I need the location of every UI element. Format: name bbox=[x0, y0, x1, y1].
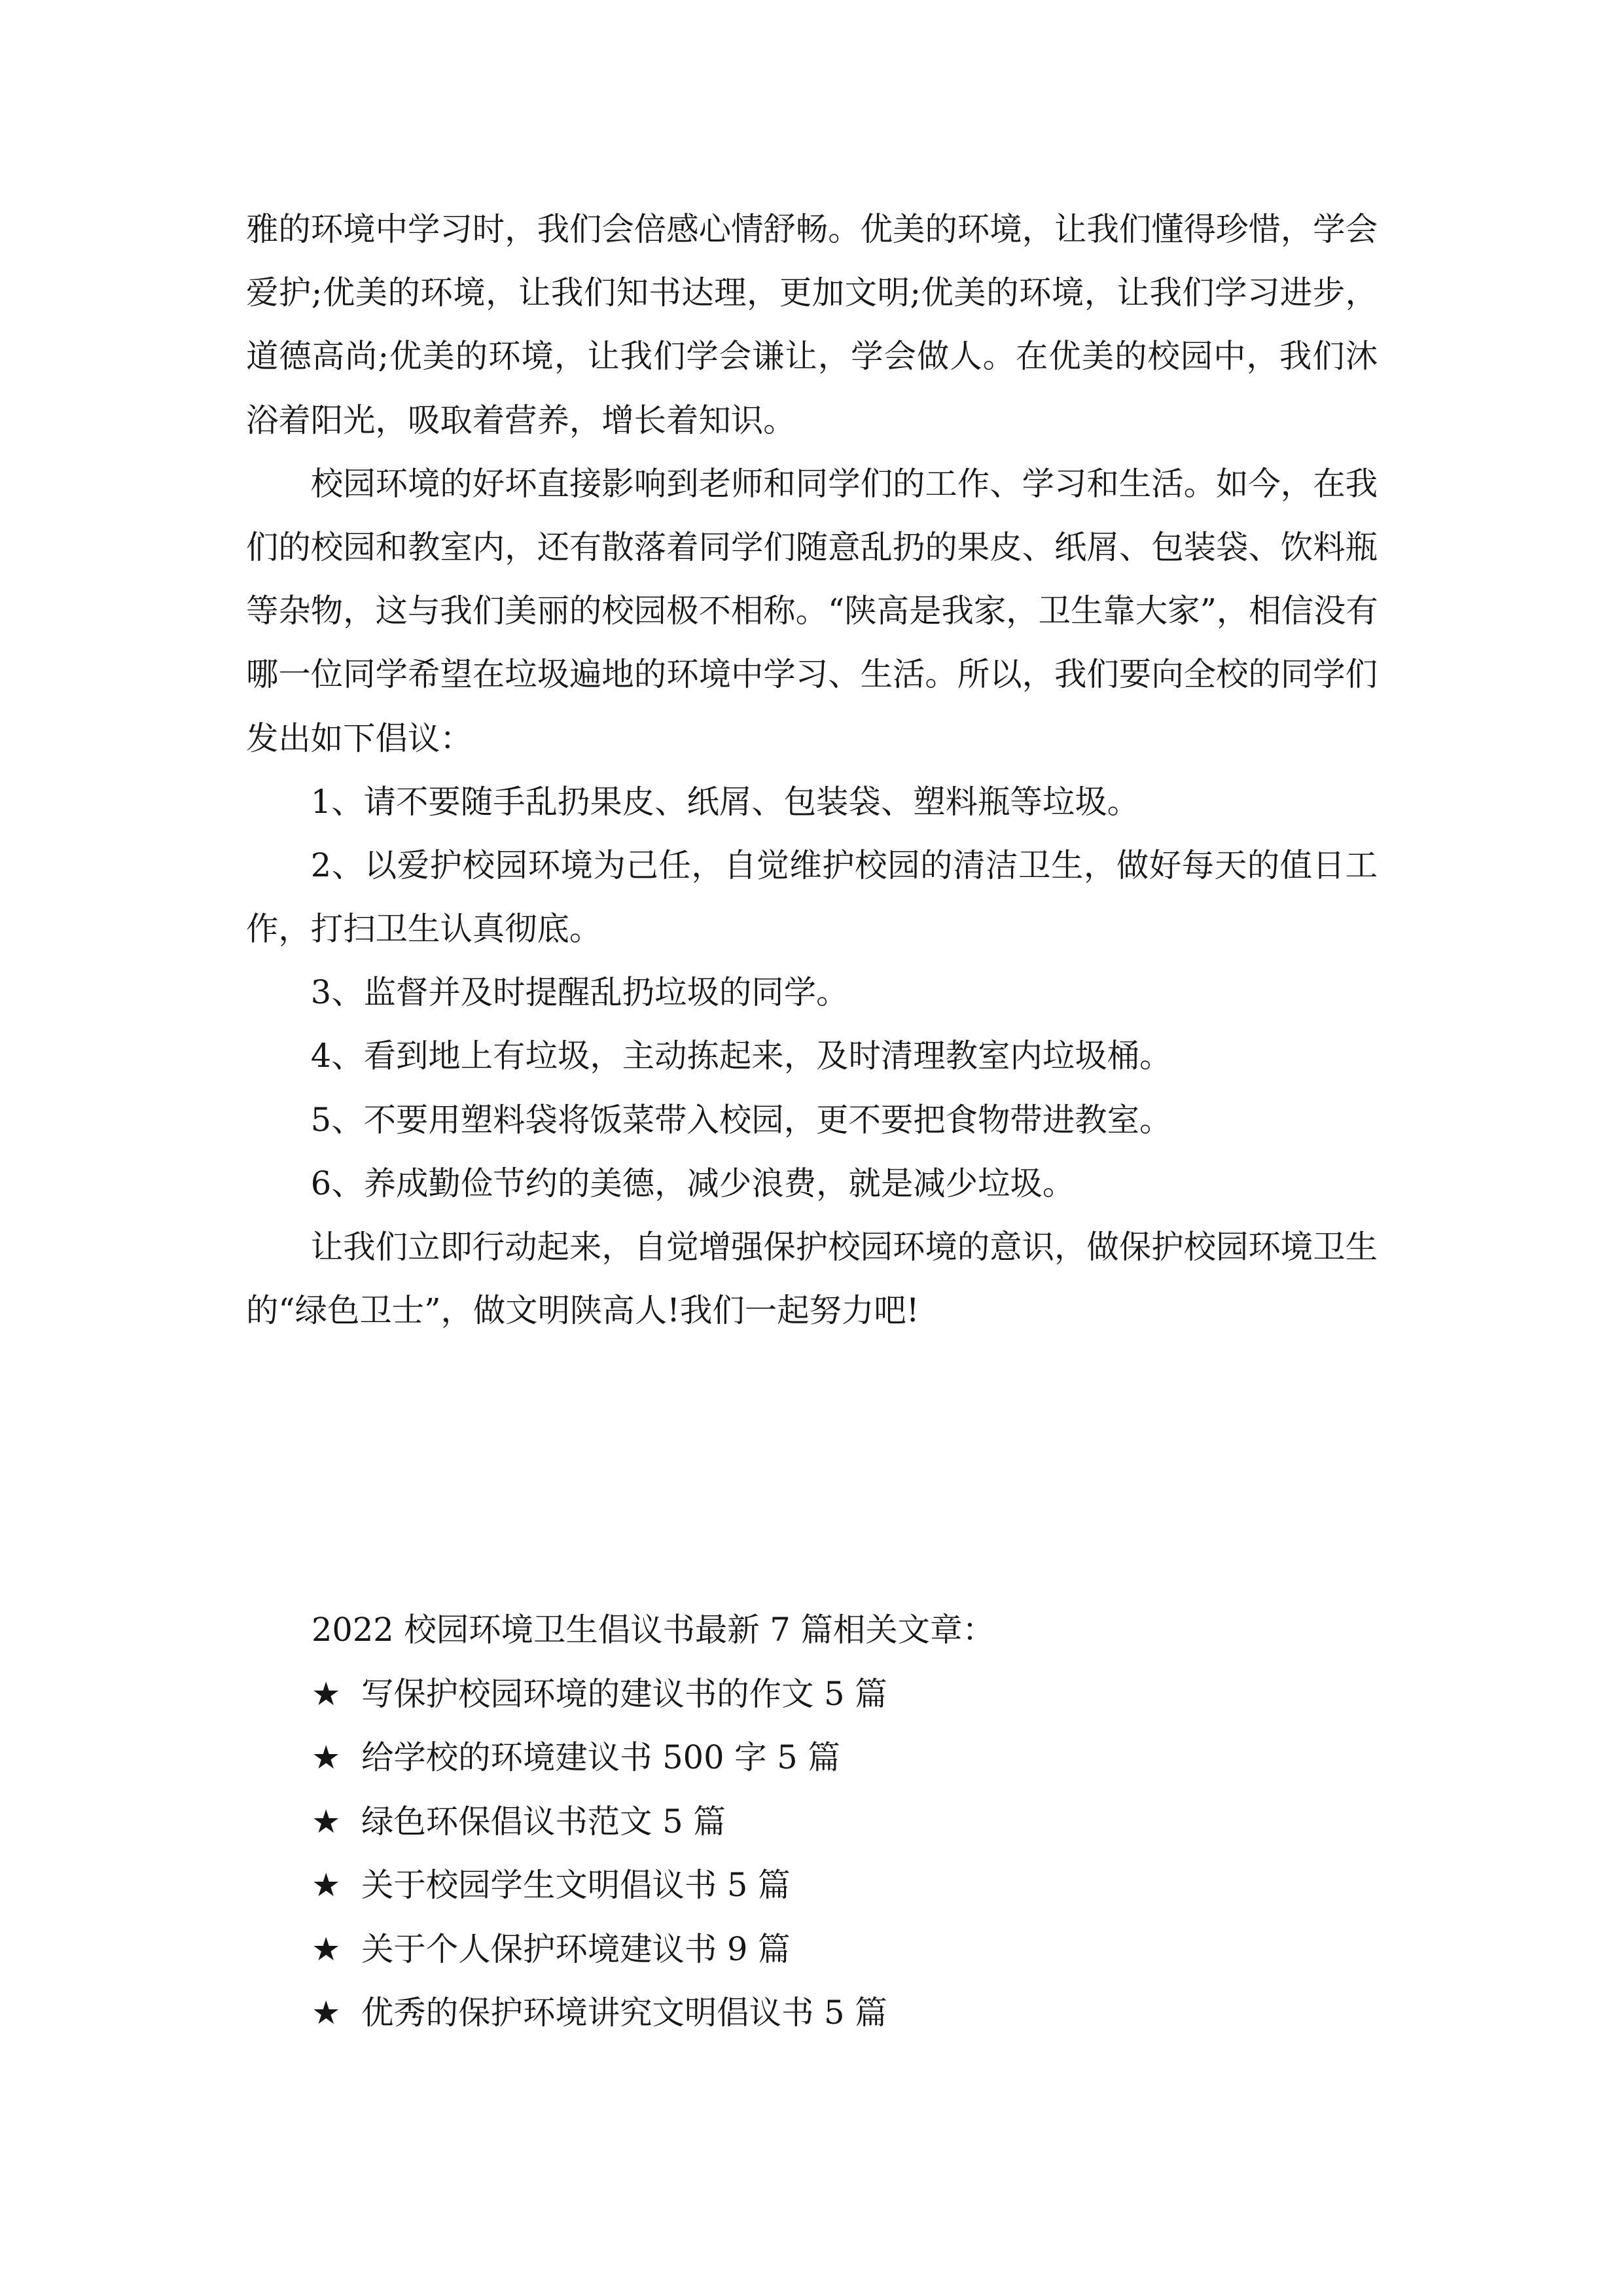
proposal-line: 2、以爱护校园环境为己任，自觉维护校园的清洁卫生，做好每天的值日工 bbox=[310, 846, 1378, 884]
related-article-title: 写保护校园环境的建议书的作文 5 篇 bbox=[361, 1674, 887, 1713]
paragraph-line: 们的校园和教室内，还有散落着同学们随意乱扔的果皮、纸屑、包装袋、饮料瓶 bbox=[246, 528, 1378, 566]
paragraph-line: 等杂物，这与我们美丽的校园极不相称。“陕高是我家，卫生靠大家”，相信没有 bbox=[246, 592, 1378, 630]
proposal-item-6 bbox=[246, 1152, 1378, 1215]
proposal-item-1 bbox=[246, 770, 1378, 834]
paragraph-line: 让我们立即行动起来，自觉增强保护校园环境的意识，做保护校园环境卫生 bbox=[310, 1228, 1378, 1266]
related-article-item bbox=[312, 1790, 1424, 1854]
star-icon: ★ bbox=[312, 1674, 341, 1713]
closing-paragraph bbox=[246, 1215, 1378, 1342]
related-article-title: 给学校的环境建议书 500 字 5 篇 bbox=[361, 1738, 840, 1776]
star-icon: ★ bbox=[312, 1802, 341, 1840]
proposal-line: 5、不要用塑料袋将饭菜带入校园，更不要把食物带进教室。 bbox=[310, 1100, 1172, 1139]
paragraph-line: 校园环境的好坏直接影响到老师和同学们的工作、学习和生活。如今，在我 bbox=[310, 464, 1378, 503]
related-article-item bbox=[312, 1726, 1424, 1790]
proposal-line: 3、监督并及时提醒乱扔垃圾的同学。 bbox=[310, 973, 849, 1012]
proposal-item-2 bbox=[246, 834, 1378, 961]
proposal-line: 4、看到地上有垃圾，主动拣起来，及时清理教室内垃圾桶。 bbox=[310, 1037, 1172, 1075]
related-article-title: 关于校园学生文明倡议书 5 篇 bbox=[361, 1866, 791, 1904]
issue-paragraph bbox=[246, 452, 1378, 770]
related-article-title: 优秀的保护环境讲究文明倡议书 5 篇 bbox=[361, 1994, 887, 2032]
star-icon: ★ bbox=[312, 1738, 341, 1776]
proposal-item-4 bbox=[246, 1024, 1378, 1088]
related-articles bbox=[312, 1598, 1424, 2045]
related-article-item bbox=[312, 1981, 1424, 2045]
paragraph-line: 发出如下倡议： bbox=[246, 719, 473, 757]
star-icon: ★ bbox=[312, 1929, 341, 1968]
proposal-item-5 bbox=[246, 1088, 1378, 1152]
document-body bbox=[246, 198, 1378, 1342]
proposal-item-3 bbox=[246, 961, 1378, 1024]
proposal-line: 1、请不要随手乱扔果皮、纸屑、包装袋、塑料瓶等垃圾。 bbox=[310, 782, 1139, 821]
related-article-title: 关于个人保护环境建议书 9 篇 bbox=[361, 1929, 791, 1968]
paragraph-line: 浴着阳光，吸取着营养，增长着知识。 bbox=[246, 401, 796, 439]
related-article-title: 绿色环保倡议书范文 5 篇 bbox=[361, 1802, 726, 1840]
paragraph-line: 爱护;优美的环境，让我们知书达理，更加文明;优美的环境，让我们学习进步， bbox=[246, 274, 1378, 312]
proposal-line: 作，打扫卫生认真彻底。 bbox=[246, 910, 602, 948]
related-article-item bbox=[312, 1854, 1424, 1918]
star-icon: ★ bbox=[312, 1866, 341, 1904]
paragraph-line: 的“绿色卫士”，做文明陕高人!我们一起努力吧! bbox=[246, 1291, 919, 1330]
paragraph-line: 道德高尚;优美的环境，让我们学会谦让，学会做人。在优美的校园中，我们沐 bbox=[246, 337, 1378, 376]
intro-paragraph bbox=[246, 198, 1378, 452]
related-articles-heading: 2022 校园环境卫生倡议书最新 7 篇相关文章： bbox=[312, 1611, 995, 1649]
star-icon: ★ bbox=[312, 1994, 341, 2032]
proposal-line: 6、养成勤俭节约的美德，减少浪费，就是减少垃圾。 bbox=[310, 1164, 1075, 1202]
related-article-item bbox=[312, 1662, 1424, 1727]
paragraph-line: 哪一位同学希望在垃圾遍地的环境中学习、生活。所以，我们要向全校的同学们 bbox=[246, 655, 1378, 694]
paragraph-line: 雅的环境中学习时，我们会倍感心情舒畅。优美的环境，让我们懂得珍惜，学会 bbox=[246, 210, 1378, 248]
related-article-item bbox=[312, 1918, 1424, 1982]
